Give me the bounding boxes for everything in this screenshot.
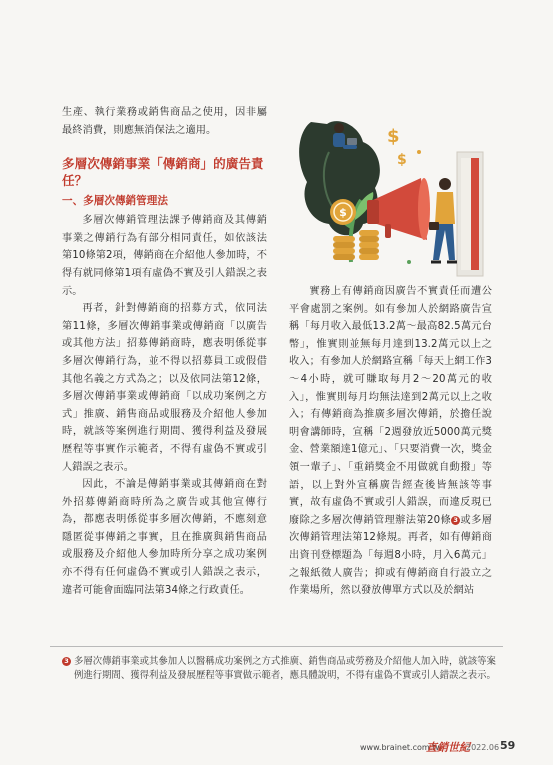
left-column xyxy=(62,104,267,599)
illustration-svg xyxy=(289,112,492,280)
coin-stack-icon xyxy=(333,230,379,260)
dollar-coin-icon xyxy=(330,199,356,225)
right-column xyxy=(289,283,492,600)
section-heading: 多層次傳銷事業「傳銷商」的廣告責任？ xyxy=(62,156,264,189)
page-number: 59 xyxy=(500,739,516,752)
right-paragraph xyxy=(289,283,492,600)
footnote-marker: 3 xyxy=(62,657,71,666)
walking-person-icon xyxy=(429,178,457,262)
paragraph-3: 因此，不論是傳銷事業或其傳銷商在對外招募傳銷商時所為之廣告或其他宣傳行為，都應表明係從事多層次傳銷，不應刻意隱匿從事傳銷之事實，且在推廣與銷售商品或服務及介紹他人參加時所分享之成功案例亦不得有任何虛偽不實或引人錯誤之表示，違者可能會面臨同法第34條之行政責任。 xyxy=(62,479,267,596)
footnote-reference-marker: 3 xyxy=(451,516,460,525)
decor-dot xyxy=(417,150,421,154)
footer-url: www.brainet.com.tw xyxy=(360,743,442,752)
footnote-text: 多層次傳銷事業或其參加人以醫稱成功案例之方式推廣、銷售商品或勞務及介紹他人加入時，就該等案例進行期間、獲得利益及發展歷程等事實做示範者，應具體說明，不得有虛偽不實或引人錯誤之表示。 xyxy=(74,656,496,681)
dollar-sign-small-icon: $ xyxy=(397,152,407,168)
page-footer xyxy=(360,739,520,755)
paragraph-1: 多層次傳銷管理法課予傳銷商及其傳銷事業之傳銷行為有部分相同責任，如依該法第10條第2項，傳銷商在介紹他人參加時，不得有就同條第1項有虛偽不實及引人錯誤之表示。 xyxy=(62,215,267,297)
right-paragraph-text-2: 或多層次傳銷管理法第12條規。再者，如有傳銷商出資刊登標題為「每週8小時，月入6萬元」之報紙徵人廣告；抑或有傳銷商自行設立之作業場所，然以發放傳單方式以及於網站 xyxy=(289,514,492,597)
mlm-advertising-illustration xyxy=(289,112,492,280)
issue-date: 2022.06 xyxy=(466,743,500,752)
decor-dot xyxy=(407,260,411,264)
footnote xyxy=(62,655,502,683)
dollar-sign-icon: $ xyxy=(387,126,400,147)
right-paragraph-text-1: 實務上有傳銷商因廣告不實責任而遭公平會處罰之案例。如有參加人於網路廣告宣稱「每月收入最低13.2萬～最高82.5萬元台幣」，惟實則並無每月達到13.2萬元以上之收入；有參加人於網路宣稱「每天上網工作3～4小時，就可賺取每月2～20萬元的收入」，惟實則每月均無法達到2萬元以上之收入；有傳銷商為推廣多層次傳銷，於擔任說明會講師時，宣稱「2週發放近5000萬元獎金、營業額達1億元」、「只要消費一次，獎金領一輩子」、「重銷獎金不用做就自動撥」等語，以上對外宣稱廣告經查後皆無該等事實，故有虛偽不實或引人錯誤，而違反現已廢除之多層次傳銷管理辦法第20條 xyxy=(289,286,492,526)
magazine-logo: 直銷世紀 xyxy=(426,741,470,754)
intro-text: 生產、執行業務或銷售商品之使用，因非屬最終消費，則應無消保法之適用。 xyxy=(62,107,267,136)
subsection-heading: 一、多層次傳銷管理法 xyxy=(62,195,168,208)
door-icon xyxy=(457,152,483,276)
svg-text:$: $ xyxy=(339,206,347,219)
footnote-divider xyxy=(50,646,503,647)
paragraph-2: 再者，針對傳銷商的招募方式，依同法第11條，多層次傳銷事業或傳銷商「以廣告或其他方法」招募傳銷商時，應表明係從事多層次傳銷行為，並不得以招募員工或假借其他名義之方式為之；以及依同法第12條，多層次傳銷事業或傳銷商「以成功案例之方式」推廣、銷售商品或服務及介紹他人參加時，就該等案例進行期間、獲得利益及發展歷程等事實作示範者，不得有虛偽不實或引人錯誤之表示。 xyxy=(62,303,267,473)
